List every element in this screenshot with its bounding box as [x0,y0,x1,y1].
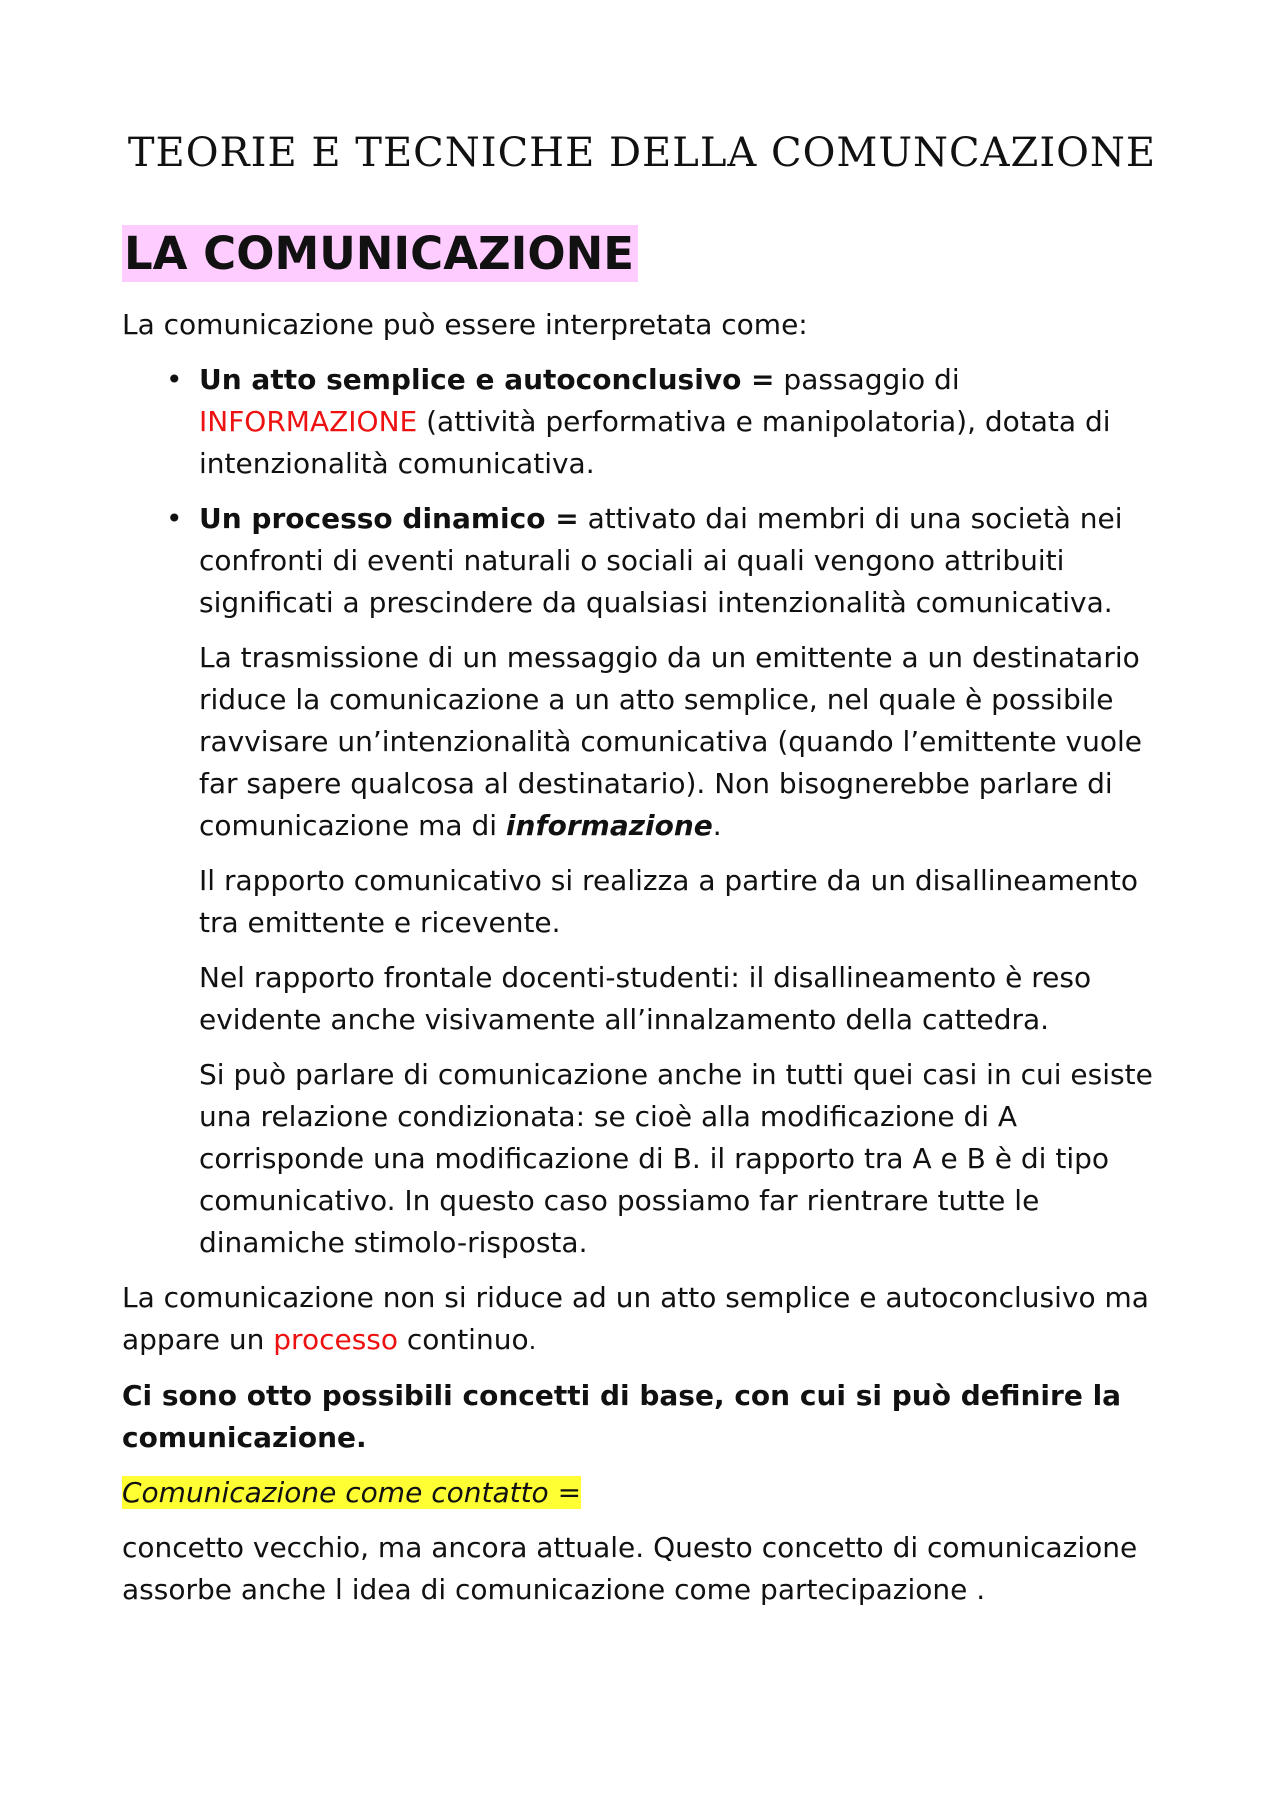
document-title: TEORIE E TECNICHE DELLA COMUNCAZIONE [127,130,1157,176]
highlighted-term: processo [273,1323,399,1356]
bullet-text: passaggio di [774,363,960,396]
bullet-term: Un processo dinamico = [199,502,579,535]
definition-list [122,359,1162,624]
paragraph-teacher-student: Nel rapporto frontale docenti-studenti: il disallineamento è reso evidente anche visivamente all’innalzamento della cattedra. [199,961,1092,1036]
bold-statement: Ci sono otto possibili concetti di base, con cui si può definire la comunicazione. [122,1379,1122,1454]
paragraph-contact-concept: concetto vecchio, ma ancora attuale. Questo concetto di comunicazione assorbe anche l idea di comunicazione come partecipazione . [122,1531,1138,1606]
document-body [122,304,1162,1624]
paragraph-text: continuo [398,1323,529,1356]
bullet-icon: • [166,502,183,535]
paragraph-end: . [712,809,722,842]
section-heading-text: LA COMUNICAZIONE [122,225,638,282]
bullet-text: attivato dai membri di una società nei confronti di eventi naturali o sociali ai quali vengono attribuiti significati a prescindere da qualsiasi intenzionalità comunicativa. [199,502,1123,619]
bullet-term: Un atto semplice e autoconclusivo = [199,363,775,396]
paragraph-end: . [528,1327,537,1355]
list-item [122,359,1162,485]
list-item [122,498,1162,624]
paragraph-conditioned-relation: Si può parlare di comunicazione anche in tutti quei casi in cui esiste una relazione condizionata: se cioè alla modificazione di A corrisponde una modificazione di B. il rapporto tra A e B è di tipo comunicativo. In questo caso possiamo far rientrare tutte le dinamiche stimolo-risposta. [199,1058,1153,1259]
bullet-icon: • [166,363,183,396]
paragraph-text: La trasmissione di un messaggio da un emittente a un destinatario riduce la comunicazione a un atto semplice, nel quale è possibile ravvisare un’intenzionalità comunicativa (quando l’emittente vuole far sapere qualcosa al destinatario). Non bisognerebbe parlare di comunicazione ma di [199,641,1142,842]
paragraph-text: La comunicazione non si riduce ad un atto semplice e autoconclusivo ma appare un [122,1281,1149,1356]
paragraph-process [122,1277,1162,1362]
highlighted-subheading: Comunicazione come contatto = [122,1476,582,1509]
section-heading [122,222,638,286]
highlighted-term: INFORMAZIONE [199,405,418,438]
subheading-contact [122,1472,1162,1514]
emphasis-term: informazione [505,809,713,842]
intro-paragraph: La comunicazione può essere interpretata come: [122,308,808,341]
paragraph-eight-concepts [122,1375,1162,1459]
paragraph-transmission [122,637,1162,847]
bullet-text: (attività performativa e manipolatoria), dotata di intenzionalità comunicativa. [199,405,1111,480]
paragraph-misalignment: Il rapporto comunicativo si realizza a partire da un disallineamento tra emittente e ricevente. [199,864,1138,939]
